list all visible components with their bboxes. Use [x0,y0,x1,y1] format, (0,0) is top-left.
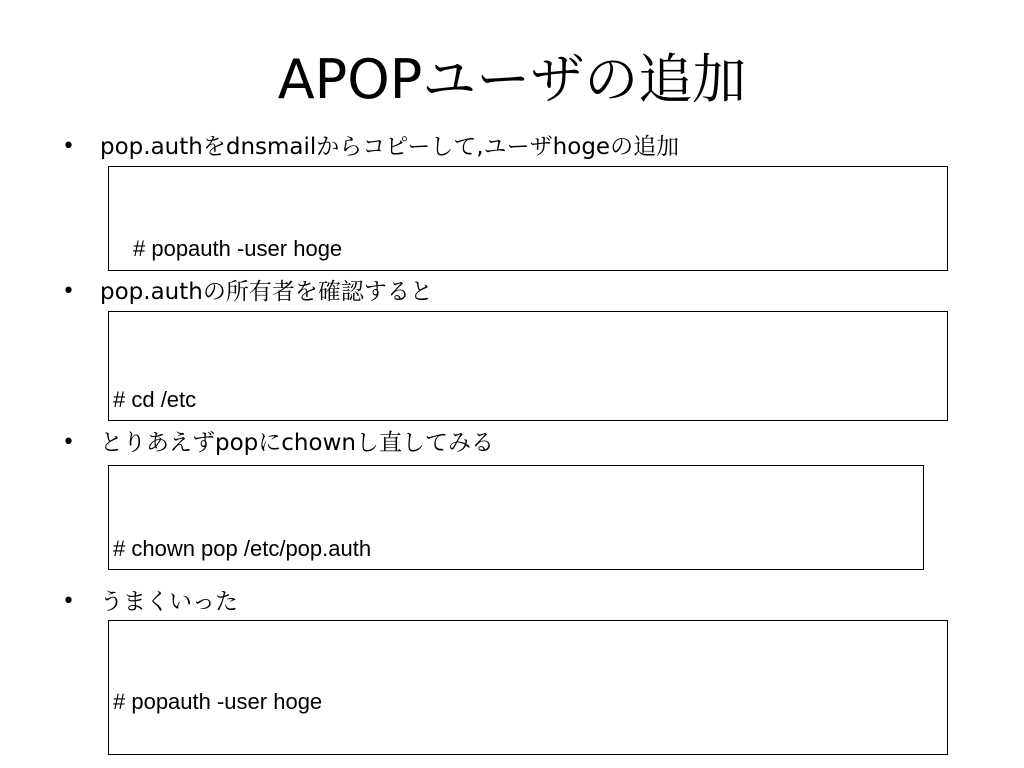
bullet-marker: • [62,134,75,159]
command-line: # popauth -user hoge [133,236,343,261]
command-line: # chown pop /etc/pop.auth [113,536,372,561]
bullet-marker: • [62,279,75,304]
bullet-marker: • [62,589,75,614]
slide-title: APOPユーザの追加 [277,48,747,111]
command-output-box-3 [108,465,924,570]
bullet-marker: • [62,430,75,455]
command-line: # popauth -user hoge [113,689,323,714]
command-output-box-4 [108,620,948,755]
command-output-box-1 [108,166,948,271]
bullet-success [62,587,238,617]
command-output-box-2 [108,311,948,421]
bullet-text: pop.authをdnsmailからコピーして,ユーザhogeの追加 [100,134,680,160]
command-line: # cd /etc [113,387,197,412]
bullet-text: とりあえずpopにchownし直してみる [100,430,494,456]
bullet-check-owner [62,277,433,307]
bullet-text: pop.authの所有者を確認すると [100,279,433,305]
bullet-text: うまくいった [100,589,238,615]
bullet-copy-pop-auth [62,132,679,162]
bullet-chown [62,428,494,458]
